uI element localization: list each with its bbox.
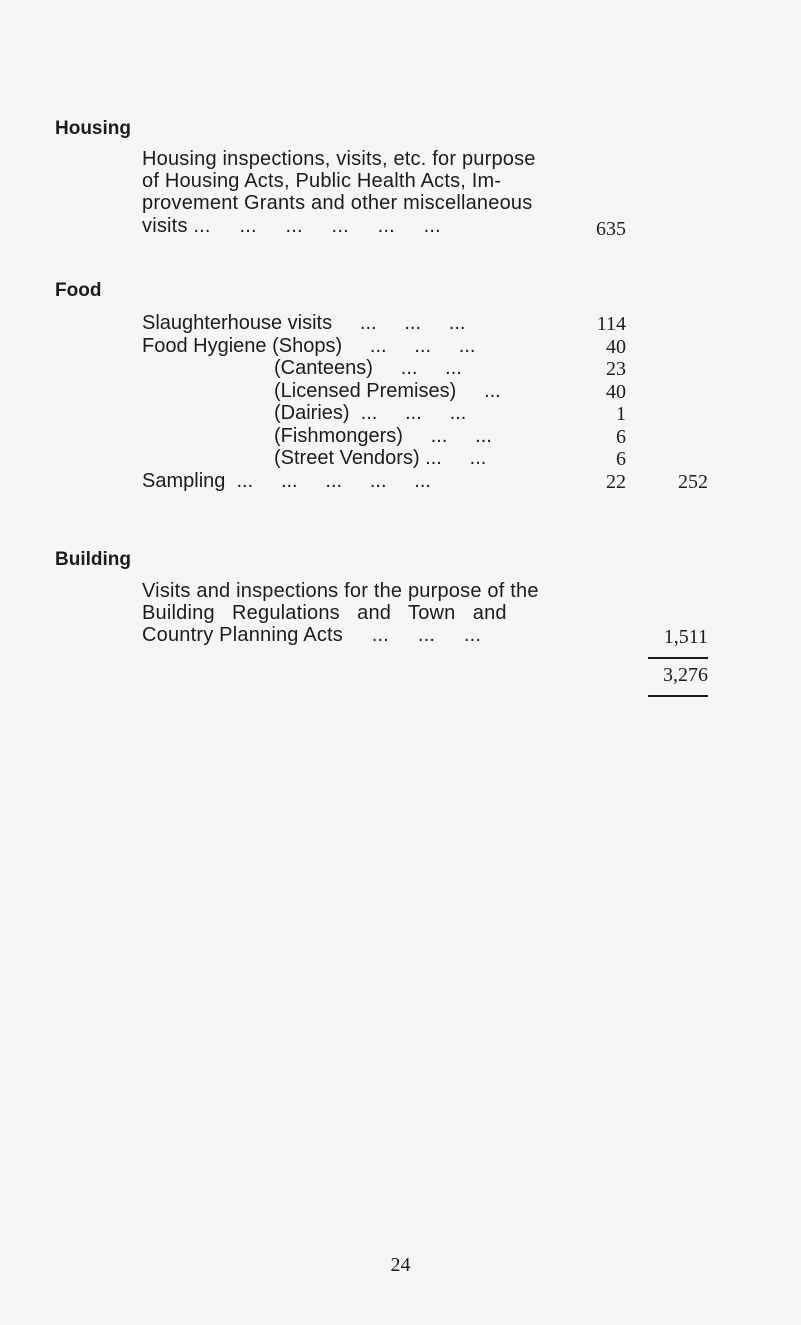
- building-text-line-2: Building Regulations and Town and: [142, 602, 507, 624]
- building-text-line-3: Country Planning Acts ... ... ...: [142, 624, 482, 646]
- food-row-value: 40: [606, 381, 626, 403]
- building-heading: Building: [55, 549, 131, 570]
- food-row-label: (Street Vendors) ... ...: [274, 447, 487, 469]
- page-number: 24: [390, 1254, 411, 1276]
- food-row-label: (Canteens) ... ...: [274, 357, 462, 379]
- food-row-label: Food Hygiene (Shops) ... ... ...: [142, 335, 476, 357]
- building-value: 1,511: [663, 626, 708, 648]
- building-text-line-1: Visits and inspections for the purpose of the: [142, 580, 539, 602]
- housing-text-line-1: Housing inspections, visits, etc. for purpose: [142, 148, 536, 170]
- housing-text-line-4: visits ... ... ... ... ... ...: [142, 215, 441, 237]
- food-row-label: Sampling ... ... ... ... ...: [142, 470, 431, 492]
- food-row-value: 22: [606, 471, 626, 493]
- housing-text-line-2: of Housing Acts, Public Health Acts, Im-: [142, 170, 502, 192]
- food-row-label: (Dairies) ... ... ...: [274, 402, 467, 424]
- food-row-value: 6: [616, 448, 626, 470]
- total-rule-top: [648, 657, 708, 659]
- food-row-label: (Licensed Premises) ...: [274, 380, 501, 402]
- total-rule-bottom: [648, 695, 708, 697]
- food-row-value: 40: [606, 336, 626, 358]
- food-row-value: 114: [596, 313, 626, 335]
- housing-heading: Housing: [55, 118, 131, 139]
- food-row-value: 1: [616, 403, 626, 425]
- food-heading: Food: [55, 280, 102, 301]
- food-row-value: 6: [616, 426, 626, 448]
- housing-value: 635: [596, 218, 626, 240]
- food-row-value: 23: [606, 358, 626, 380]
- food-row-label: (Fishmongers) ... ...: [274, 425, 492, 447]
- food-row-label: Slaughterhouse visits ... ... ...: [142, 312, 466, 334]
- food-total: 252: [678, 471, 708, 493]
- grand-total: 3,276: [663, 664, 708, 686]
- housing-text-line-3: provement Grants and other miscellaneous: [142, 192, 533, 214]
